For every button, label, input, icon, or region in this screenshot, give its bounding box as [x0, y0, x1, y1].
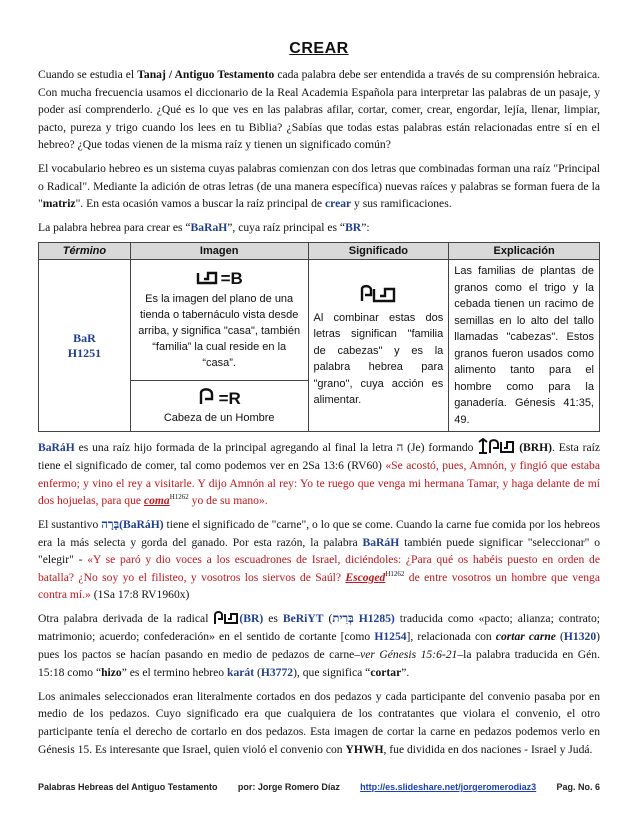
- animals-text: Los animales seleccionados eran literalmente cortados en dos pedazos y cada participante del convenio pasaba por en medio de los pedazos. Cuyo significado era que cualquiera de los contratantes que violara el convenio, el otro participante tenía el derecho de cortarlo en dos pedazos. Esta imagen de cortar la carne en pedazos podemos verlo en Génesis 15. Es interesante que Israel, quien violó el convenio con: [38, 689, 600, 756]
- table-row: [39, 260, 600, 380]
- coma-link[interactable]: coma: [143, 494, 170, 508]
- berit-hebrew: בְּרִית: [332, 611, 354, 625]
- berit-text: Otra palabra derivada de la radical: [38, 611, 214, 625]
- barah-text-3: . Esta raíz tiene el significado de comer, tal como podemos ver en 2Sa 13:6 (RV60): [38, 441, 601, 473]
- root-barah: BaRaH: [190, 220, 228, 234]
- intro-text-2: cada palabra debe ser entendida a través de su comprensión hebraica. Con mucha frecuencia usamos el diccionario de la Real Academia Española para interpretar las palabras de un pasaje, y poder así comprenderlo. ¿Qué es lo que ves en las palabras afilar, cortar, comer, crear, engordar, lejía, llenar, limpiar, pacto, pureza y trigo cuando los lees en tu Biblia? ¿Sabías que todas estas palabras están relacionadas entre sí en el hebreo? ¿Que todas vienen de la misma raíz y tienen un significado común?: [38, 68, 601, 152]
- berit-text-9: ” es el termino hebreo: [121, 665, 228, 679]
- animals-text-2: , fue dividida en dos naciones - Israel y Judá.: [383, 742, 593, 756]
- table-header-row: [39, 243, 600, 260]
- noun-text-2: tiene el significado de "carne", o lo que se come. Cuando la carne fue comida por los hebreos era la más selecta y gorda del ganado. Por esta razón, la palabra: [38, 517, 600, 549]
- barah-word: BaRáH: [38, 441, 75, 455]
- bet-description: Es la imagen del plano de una tienda o tabernáculo vista desde arriba, y significa "casa", también “familia” la cual reside en la “casa”.: [138, 292, 301, 369]
- header-explanation: Explicación: [449, 243, 600, 260]
- root-br: BR: [345, 220, 362, 234]
- root-table: [38, 242, 600, 432]
- berit-text-2: es: [263, 611, 283, 625]
- footer-page-number: Pag. No. 6: [556, 782, 600, 792]
- meaning-cell: [308, 260, 449, 432]
- root-text-2: ”, cuya raíz principal es “: [227, 220, 346, 234]
- document-page: [38, 40, 600, 764]
- page-footer: [38, 782, 600, 792]
- berit-code: H1285): [353, 611, 395, 625]
- berit-cortar-carne: cortar carne: [495, 629, 556, 643]
- animals-yhwh: YHWH: [345, 742, 384, 756]
- noun-reference: (1Sa 17:8 RV1960x): [90, 588, 190, 602]
- noun-quote: «Y se paró y dio voces a los escuadrones de Israel, diciéndoles: ¿Para qué os habéis puesto en orden de batalla? ¿No soy yo el filisteo, y vosotros los siervos de Saúl?: [38, 553, 601, 584]
- coma-strong-ref: H1262: [169, 493, 189, 502]
- br-glyph-row: [314, 283, 444, 306]
- footer-author: por: Jorge Romero Díaz: [237, 782, 340, 792]
- resh-description: Cabeza de un Hombre: [163, 411, 275, 424]
- barah-hebrew-letter: ה: [396, 441, 404, 455]
- explanation-cell: Las familias de plantas de granos como el trigo y la cebada tienen un racimo de semillas en lo alto del tallo llamadas "cabezas". Estos granos fueron usados como alimento tanto para el hombre como para la ganadería. Génesis 41:35, 49.: [449, 260, 600, 432]
- vocab-text-2: ". En esta ocasión vamos a buscar la raíz principal de: [75, 197, 325, 211]
- noun-barah: (BaRáH): [119, 517, 164, 531]
- root-paragraph: [38, 219, 600, 237]
- image-cell-top: [130, 260, 308, 380]
- noun-hebrew: בָּרָה: [101, 517, 120, 531]
- barah-quote-end: yo de su mano».: [188, 494, 268, 508]
- header-term: Término: [39, 243, 131, 260]
- page-title: CREAR: [289, 40, 349, 57]
- escoged-strong-ref: H1262: [385, 569, 405, 578]
- intro-paragraph: [38, 66, 600, 154]
- berit-text-10: (: [254, 665, 261, 679]
- berit-text-3: (: [323, 611, 333, 625]
- berit-karat: karát: [227, 665, 255, 679]
- berit-paragraph: [38, 610, 600, 682]
- berit-h1254: H1254: [374, 629, 407, 643]
- berit-text-11: ), que significa “: [293, 665, 371, 679]
- noun-barah-2: BaRáH: [362, 535, 400, 549]
- br-inline-glyph-icon: [213, 610, 239, 625]
- footer-book-title: Palabras Hebreas del Antiguo Testamento: [38, 782, 218, 792]
- barah-text: es una raíz hijo formada de la principal agregando al final la letra: [74, 441, 397, 455]
- berit-br: (BR): [239, 611, 264, 625]
- berit-text-7: ) pues los pactos se hacían pasando en medio de pedazos de carne–: [38, 629, 600, 661]
- noun-text: El sustantivo: [38, 517, 102, 531]
- image-cell-bottom: [130, 380, 308, 432]
- barah-text-2: (Je) formando: [403, 441, 478, 455]
- brh-glyph-icon: [477, 438, 515, 454]
- berit-h3772: H3772: [260, 665, 294, 679]
- berit-genesis-ref: ver Génesis 15:6-21: [360, 647, 458, 661]
- berit-hizo: hizo: [101, 665, 122, 679]
- barah-paragraph: [38, 438, 600, 509]
- footer-url-link[interactable]: http://es.slideshare.net/jorgeromerodiaz3: [360, 782, 537, 792]
- animals-paragraph: [38, 688, 600, 758]
- vocab-text: El vocabulario hebreo es un sistema cuyas palabras comienzan con dos letras que combinadas forman una raíz "Principal o Radical". Mediante la adición de otras letras (de una manera específica) nuevas raíces y palabras se forman fuera de la ": [38, 162, 600, 211]
- resh-row: [136, 387, 303, 409]
- vocab-paragraph: [38, 160, 600, 213]
- root-text: La palabra hebrea para crear es “: [38, 220, 191, 234]
- berit-text-5: ], relacionada con: [406, 629, 496, 643]
- term-code: H1251: [67, 345, 102, 360]
- vocab-text-3: y sus ramificaciones.: [351, 197, 452, 211]
- header-meaning: Significado: [308, 243, 449, 260]
- vocab-bold-crear: crear: [324, 197, 352, 211]
- berit-word: BeRiYT: [282, 611, 324, 625]
- escoged-link[interactable]: Escoged: [345, 570, 386, 584]
- term-word: BaR: [73, 330, 96, 345]
- intro-bold: Tanaj / Antiguo Testamento: [137, 68, 275, 81]
- berit-text-8: –la palabra traducida en Gén. 15:18 como “: [38, 647, 600, 679]
- house-glyph-icon: [196, 269, 218, 285]
- root-text-3: ”:: [361, 220, 370, 234]
- meaning-text: Al combinar estas dos letras significan "familia de cabezas" y es la palabra hebrea para "grano", cuya acción es alimentar.: [313, 311, 444, 407]
- header-image: Imagen: [130, 243, 308, 260]
- resh-label: =R: [218, 388, 241, 408]
- berit-cortar: cortar: [370, 665, 402, 679]
- term-cell: [39, 260, 131, 432]
- vocab-bold-matriz: matriz: [42, 197, 76, 211]
- noun-text-3: también puede significar "seleccionar" o "elegir" -: [38, 535, 601, 567]
- head-glyph-icon: [198, 387, 216, 405]
- noun-quote-end: de entre vosotros un hombre que venga contra mí.»: [38, 570, 600, 602]
- berit-text-12: ”.: [401, 665, 410, 679]
- berit-h1320: H1320: [563, 629, 597, 643]
- intro-text: Cuando se estudia el: [38, 68, 138, 81]
- bet-label: =B: [220, 268, 243, 288]
- bet-row: [136, 269, 303, 289]
- berit-text-4: traducida como «pacto; alianza; contrato; matrimonio; acuerdo; confederación» en el sentido de cortante [como: [38, 611, 600, 643]
- noun-paragraph: [38, 516, 600, 604]
- barah-quote: «Se acostó, pues, Amnón, y fingió que estaba enfermo; y vino el rey a visitarle. Y dijo Amnón al rey: Yo te ruego que venga mi hermana Tamar, y haga delante de mí dos hojuelas, para que: [38, 459, 600, 508]
- berit-text-6: (: [555, 629, 564, 643]
- head-house-glyph-icon: [359, 283, 397, 303]
- barah-brh: (BRH): [515, 441, 553, 455]
